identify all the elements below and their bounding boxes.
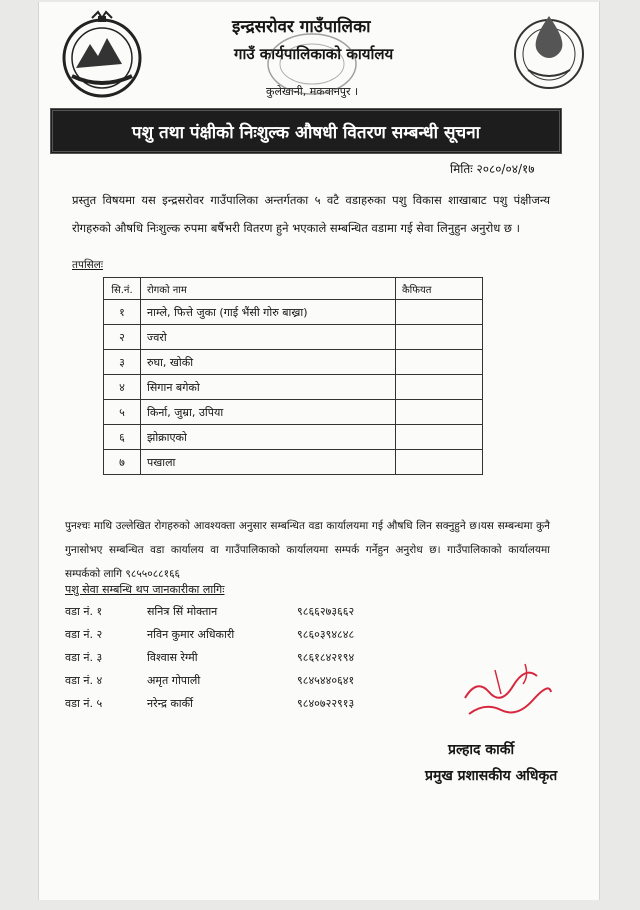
notice-body: प्रस्तुत विषयमा यस इन्द्रसरोवर गाउँपालिका अन्तर्गतका ५ वटै वडाहरुका पशु विकास शाखाबाट पशु पंक्षीजन्य रोगहरुको औषधि निःशुल्क रुपमा बर्षैभरी वितरण हुने भएकाले सम्बन्धित वडामा गई सेवा लिनुहुन अनुरोध छ । [72,193,550,235]
municipality-name: इन्द्रसरोवर गाउँपालिका [232,17,371,37]
table-header-row [104,278,483,300]
contact-ward: वडा नं. ३ [65,651,103,664]
header-remarks: कैफियत [396,278,483,300]
details-label: तपसिलः [72,259,104,271]
row-disease: रुघा, खोकी [141,350,396,375]
notice-title-banner [50,108,562,154]
notice-date: मितिः २०८०/०४/१७ [450,162,535,176]
contact-name: अमृत गोपाली [147,674,201,687]
contact-phone: ९८४०७२२९१३ [297,697,355,710]
contact-row [65,604,425,624]
row-disease: पखाला [141,450,396,475]
row-remark [396,325,483,350]
contact-ward: वडा नं. ४ [65,674,103,687]
header-disease: रोगको नाम [141,278,396,300]
row-remark [396,300,483,325]
contact-ward: वडा नं. १ [65,605,103,618]
contact-phone: ९८४५४४०६४१ [297,674,355,687]
row-remark [396,350,483,375]
contact-name: नरेन्द्र कार्की [147,697,193,710]
table-row [104,375,483,400]
row-disease: किर्ना, जुम्रा, उपिया [141,400,396,425]
contact-phone: ९८६६२७३६६२ [297,605,355,618]
office-address: कुलेखानी, मकवानपुर । [266,85,359,98]
table-row [104,400,483,425]
row-remark [396,425,483,450]
contact-row [65,650,425,670]
office-stamp [262,28,362,100]
contact-ward: वडा नं. ५ [65,697,103,710]
handwritten-signature [455,658,555,728]
contact-row [65,673,425,693]
contact-phone: ९८६१८४२१९४ [297,651,355,664]
table-row [104,425,483,450]
row-disease: झोक्राएको [141,425,396,450]
row-sn: २ [104,325,141,350]
contact-name: विश्वास रेग्मी [147,651,198,664]
row-disease: सिगान बगेको [141,375,396,400]
contact-name: सनित्र सिं मोक्तान [147,605,218,618]
row-sn: १ [104,300,141,325]
row-sn: ५ [104,400,141,425]
table-row [104,450,483,475]
postscript-note: पुनश्चः माथि उल्लेखित रोगहरुको आवश्यक्ता अनुसार सम्बन्धित वडा कार्यालयमा गई औषधि लिन सक्नुहुने छ।यस सम्बन्धमा कुनै गुनासोभए सम्बन्धित वडा कार्यालय वा गाउँपालिकाको कार्यालयमा सम्पर्क गर्नेहुन अनुरोध छ। गाउँपालिकाको कार्यालयमा सम्पर्कको लागि ९८५५०८८१६६ [65,520,550,580]
disease-table [103,277,483,475]
header-sn: सि.नं. [104,278,141,300]
table-row [104,300,483,325]
row-sn: ४ [104,375,141,400]
row-remark [396,400,483,425]
row-sn: ७ [104,450,141,475]
signatory-title: प्रमुख प्रशासकीय अधिकृत [425,768,558,784]
signatory-name: प्रल्हाद कार्की [448,742,515,758]
contact-phone: ९८६०३९४८४८ [297,628,355,641]
office-name: गाउँ कार्यपालिकाको कार्यालय [234,45,394,63]
row-disease: नाम्ले, फित्ते जुका (गाई भैंसी गोरु बाख्रा) [141,300,396,325]
row-remark [396,375,483,400]
contact-row [65,627,425,647]
contact-row [65,696,425,716]
contact-name: नविन कुमार अधिकारी [147,628,235,641]
row-disease: ज्वरो [141,325,396,350]
row-remark [396,450,483,475]
table-row [104,325,483,350]
row-sn: ६ [104,425,141,450]
notice-title: पशु तथा पंक्षीको निःशुल्क औषधी वितरण सम्बन्धी सूचना [131,122,481,143]
row-sn: ३ [104,350,141,375]
table-row [104,350,483,375]
municipality-logo [510,10,588,92]
nepal-emblem-logo [52,10,152,102]
contact-heading: पशु सेवा सम्बन्धि थप जानकारीका लागिः [65,583,225,596]
contact-ward: वडा नं. २ [65,628,103,641]
